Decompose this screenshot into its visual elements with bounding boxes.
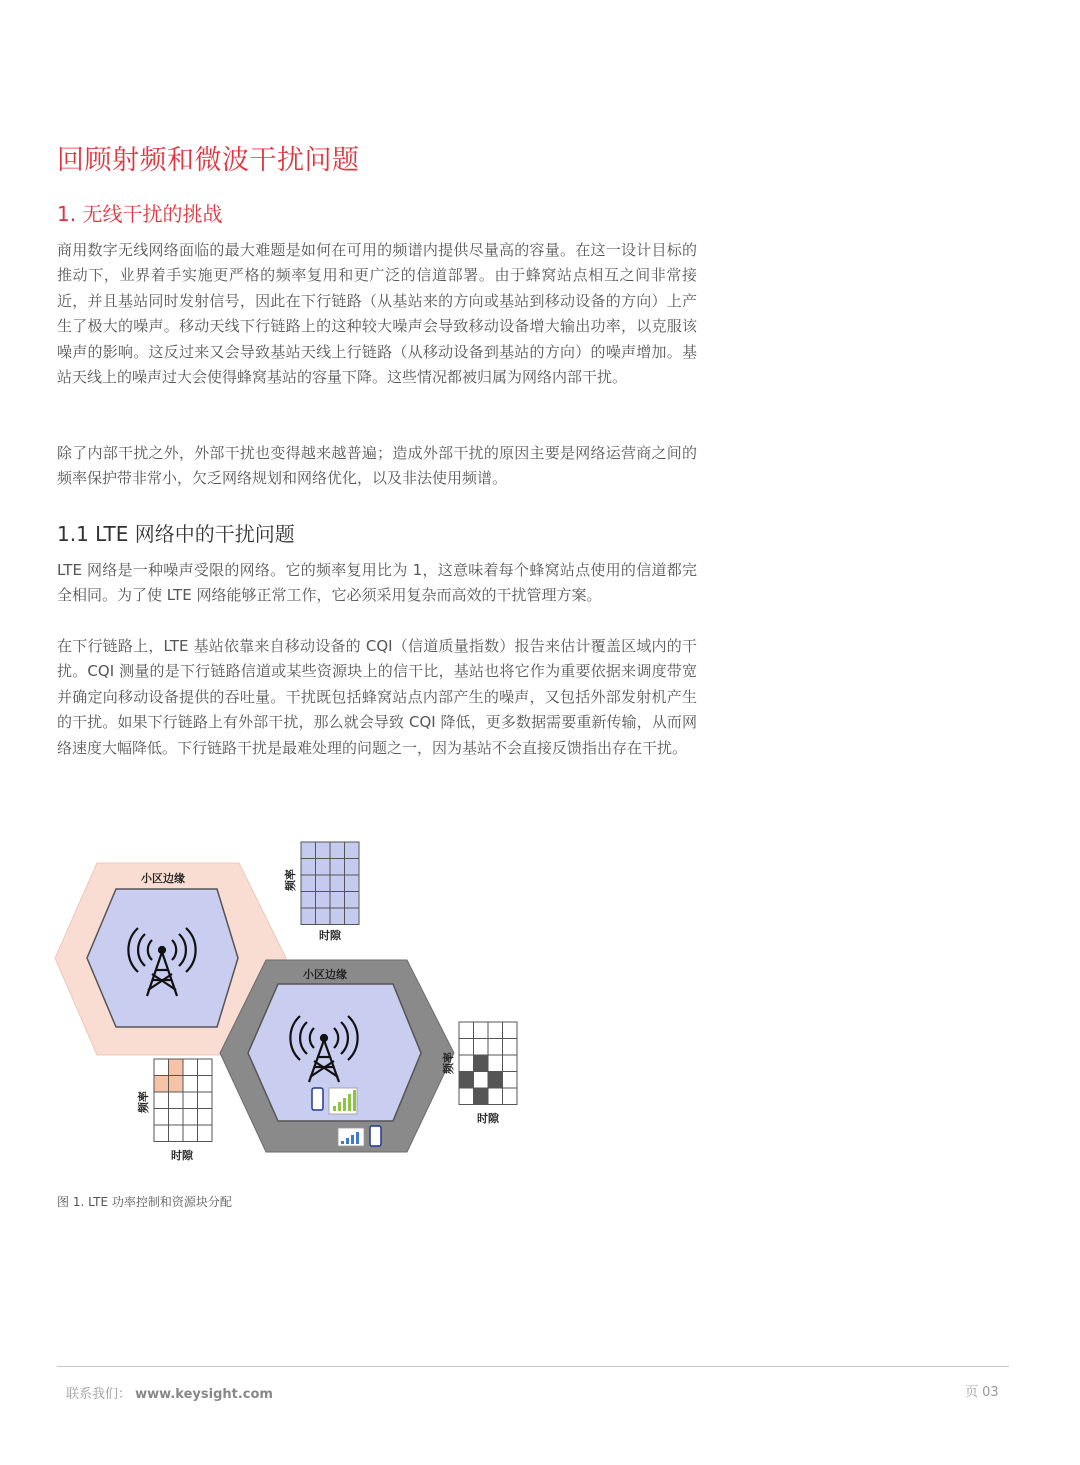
- section-heading-1-1: 1.1 LTE 网络中的干扰问题: [57, 522, 295, 546]
- resource-block: [198, 1059, 213, 1076]
- grid-right-freq-label: 频率: [442, 1052, 455, 1074]
- resource-block: [198, 1092, 213, 1109]
- resource-block: [459, 1055, 474, 1072]
- resource-block: [169, 1059, 184, 1076]
- right-cell-edge-label: 小区边缘: [303, 968, 347, 981]
- resource-block: [154, 1059, 169, 1076]
- resource-block: [459, 1022, 474, 1039]
- resource-block: [316, 892, 331, 909]
- resource-block: [301, 892, 316, 909]
- resource-block: [154, 1125, 169, 1142]
- resource-block: [488, 1072, 503, 1089]
- resource-block: [330, 875, 345, 892]
- page-number: 页 03: [965, 1385, 999, 1400]
- resource-block: [169, 1076, 184, 1093]
- signal-bars-icon-1: [329, 1088, 357, 1114]
- resource-block: [459, 1072, 474, 1089]
- resource-block: [198, 1076, 213, 1093]
- resource-block: [503, 1072, 518, 1089]
- footer-contact: [66, 1383, 273, 1402]
- resource-block: [169, 1109, 184, 1126]
- resource-block: [154, 1076, 169, 1093]
- section-1-paragraph-1: 商用数字无线网络面临的最大难题是如何在可用的频谱内提供尽量高的容量。在这一设计目标的推动下，业界着手实施更严格的频率复用和更广泛的信道部署。由于蜂窝站点相互之间非常接近，并且基站同时发射信号，因此在下行链路（从基站来的方向或基站到移动设备的方向）上产生了极大的噪声。移动天线下行链路上的这种较大噪声会导致移动设备增大输出功率，以克服该噪声的影响。这反过来又会导致基站天线上行链路（从移动设备到基站的方向）的噪声增加。基站天线上的噪声过大会使得蜂窝基站的容量下降。这些情况都被归属为网络内部干扰。: [57, 241, 697, 387]
- resource-block: [301, 875, 316, 892]
- resource-block: [330, 908, 345, 925]
- footer-divider: [57, 1366, 1009, 1367]
- left-cell-inner-hex: [87, 889, 238, 1027]
- resource-grid-right: [459, 1022, 517, 1105]
- resource-block: [154, 1092, 169, 1109]
- resource-block: [169, 1092, 184, 1109]
- resource-block: [198, 1125, 213, 1142]
- resource-block: [503, 1055, 518, 1072]
- resource-block: [459, 1088, 474, 1105]
- resource-block: [316, 859, 331, 876]
- resource-block: [301, 842, 316, 859]
- resource-block: [330, 859, 345, 876]
- resource-block: [503, 1088, 518, 1105]
- resource-block: [474, 1022, 489, 1039]
- footer-contact-label: 联系我们：: [66, 1387, 132, 1402]
- lte-cell-diagram: [50, 830, 530, 1170]
- resource-block: [183, 1109, 198, 1126]
- resource-block: [345, 842, 360, 859]
- grid-left-time-label: 时隙: [171, 1149, 193, 1162]
- resource-block: [474, 1072, 489, 1089]
- resource-grid-top: [301, 842, 359, 925]
- section-1-1-paragraph-1: LTE 网络是一种噪声受限的网络。它的频率复用比为 1，这意味着每个蜂窝站点使用的信道都完全相同。为了使 LTE 网络能够正常工作，它必须采用复杂而高效的干扰管理方案。: [57, 561, 697, 605]
- resource-block: [488, 1039, 503, 1056]
- resource-block: [488, 1088, 503, 1105]
- signal-bars-icon-2: [338, 1128, 364, 1146]
- resource-block: [503, 1039, 518, 1056]
- section-1-1-paragraph-2: 在下行链路上，LTE 基站依靠来自移动设备的 CQI（信道质量指数）报告来估计覆盖区域内的干扰。CQI 测量的是下行链路信道或某些资源块上的信干比，基站也将它作为重要依据来调度带宽并确定向移动设备提供的吞吐量。干扰既包括蜂窝站点内部产生的噪声，又包括外部发射机产生的干扰。如果下行链路上有外部干扰，那么就会导致 CQI 降低，更多数据需要重新传输，从而网络速度大幅降低。下行链路干扰是最难处理的问题之一，因为基站不会直接反馈指出存在干扰。: [57, 637, 697, 757]
- page-title: 回顾射频和微波干扰问题: [57, 145, 360, 176]
- resource-block: [503, 1022, 518, 1039]
- resource-block: [330, 842, 345, 859]
- resource-grid-left: [154, 1059, 212, 1142]
- section-1-paragraph-2: 除了内部干扰之外，外部干扰也变得越来越普遍；造成外部干扰的原因主要是网络运营商之间的频率保护带非常小，欠乏网络规划和网络优化，以及非法使用频谱。: [57, 444, 697, 488]
- resource-block: [488, 1055, 503, 1072]
- resource-block: [183, 1092, 198, 1109]
- section-heading-1: 1. 无线干扰的挑战: [57, 202, 223, 226]
- resource-block: [183, 1076, 198, 1093]
- resource-block: [474, 1039, 489, 1056]
- phone-icon-1: [312, 1088, 323, 1110]
- resource-block: [183, 1125, 198, 1142]
- resource-block: [169, 1125, 184, 1142]
- resource-block: [316, 875, 331, 892]
- resource-block: [345, 892, 360, 909]
- grid-left-freq-label: 频率: [137, 1091, 150, 1113]
- figure-lte-cells: [50, 830, 530, 1170]
- left-cell-edge-label: 小区边缘: [141, 872, 185, 885]
- resource-block: [301, 859, 316, 876]
- resource-block: [301, 908, 316, 925]
- grid-top-time-label: 时隙: [319, 929, 341, 942]
- resource-block: [198, 1109, 213, 1126]
- phone-icon-2: [370, 1126, 381, 1146]
- resource-block: [316, 842, 331, 859]
- grid-top-freq-label: 频率: [284, 869, 297, 891]
- resource-block: [183, 1059, 198, 1076]
- resource-block: [154, 1109, 169, 1126]
- resource-block: [459, 1039, 474, 1056]
- resource-block: [316, 908, 331, 925]
- resource-block: [330, 892, 345, 909]
- resource-block: [488, 1022, 503, 1039]
- resource-block: [474, 1088, 489, 1105]
- resource-block: [345, 859, 360, 876]
- footer-url-link[interactable]: www.keysight.com: [135, 1387, 273, 1402]
- resource-block: [345, 908, 360, 925]
- figure-caption: 图 1. LTE 功率控制和资源块分配: [57, 1195, 232, 1209]
- grid-right-time-label: 时隙: [477, 1112, 499, 1125]
- resource-block: [345, 875, 360, 892]
- resource-block: [474, 1055, 489, 1072]
